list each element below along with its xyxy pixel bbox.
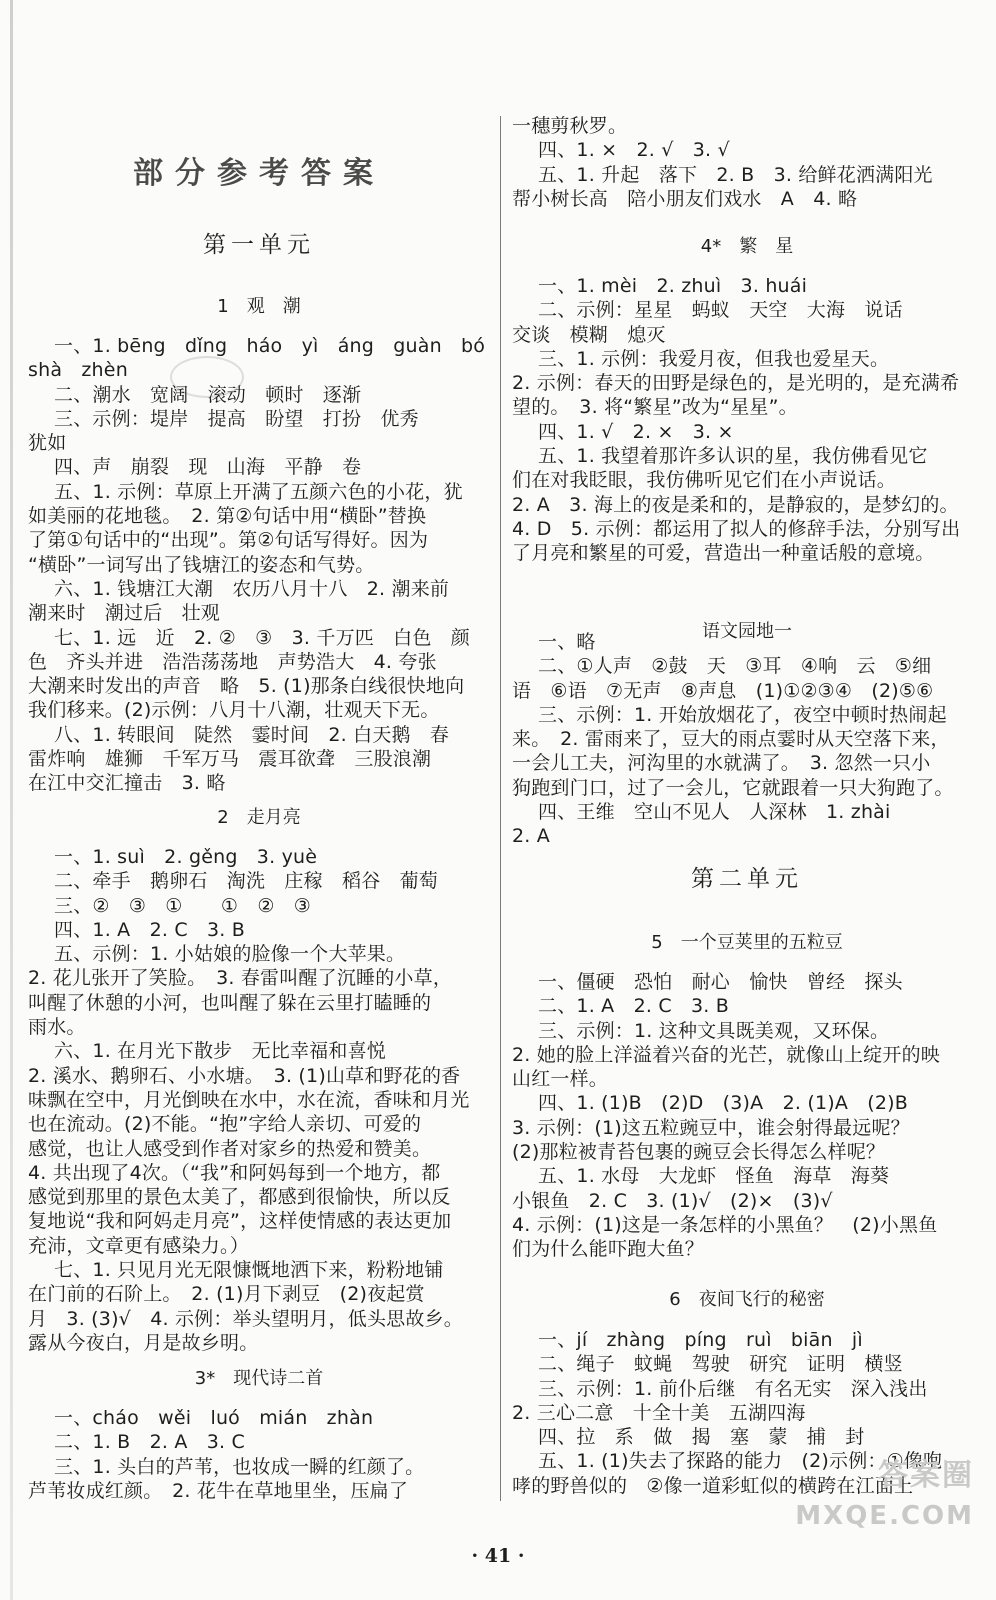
lesson-title-6: 6 夜间飞行的秘密 xyxy=(669,1289,825,1310)
answer-line: 哮的野兽似的 ②像一道彩虹似的横跨在江面上 xyxy=(512,1474,914,1497)
answer-line: 4. D 5. 示例：都运用了拟人的修辞手法，分别写出 xyxy=(512,517,961,540)
answer-line: 们为什么能吓跑大鱼？ xyxy=(512,1238,705,1261)
answer-line: 小银鱼 2. C 3. (1)√ (2)× (3)√ xyxy=(512,1189,833,1212)
answer-line: 4. 示例：(1)这是一条怎样的小黑鱼？ (2)小黑鱼 xyxy=(512,1213,938,1236)
answer-line: 在江中交汇撞击 3. 略 xyxy=(28,772,226,795)
lesson-title-1: 1 观 潮 xyxy=(217,296,301,317)
answer-line: 感觉，也让人感受到作者对家乡的热爱和赞美。 xyxy=(28,1137,432,1160)
answer-line: 五、1. 升起 落下 2. B 3. 给鲜花洒满阳光 xyxy=(538,163,933,186)
page-number: · 41 · xyxy=(471,1545,525,1567)
unit-title-1: 第一单元 xyxy=(203,232,315,258)
watermark-bottom: MXQE.COM xyxy=(795,1501,974,1531)
answer-line: 潮来时 潮过后 壮观 xyxy=(28,602,221,625)
answer-line: 一、僵硬 恐怕 耐心 愉快 曾经 探头 xyxy=(538,971,903,993)
column-divider xyxy=(500,116,501,1501)
answer-line: 雷炸响 雄狮 千军万马 震耳欲聋 三股浪潮 xyxy=(28,748,432,771)
answer-line: 大潮来时发出的声音 略 5. (1)那条白线很快地向 xyxy=(28,675,465,698)
binding-edge xyxy=(10,0,13,1600)
answer-line: 叫醒了休憩的小河，也叫醒了躲在云里打瞌睡的 xyxy=(28,991,432,1014)
answer-line: 四、1. (1)B (2)D (3)A 2. (1)A (2)B xyxy=(538,1092,908,1115)
answer-line: 我们移来。(2)示例：八月十八潮，壮观天下无。 xyxy=(28,699,440,722)
answer-line: 五、1. 示例：草原上开满了五颜六色的小花，犹 xyxy=(54,480,463,503)
lesson-title-3: 3* 现代诗二首 xyxy=(194,1368,324,1389)
answer-line: 2. A 3. 海上的夜是柔和的，是静寂的，是梦幻的。 xyxy=(512,493,959,516)
answer-line: 了第①句话中的“出现”。第②句话写得好。因为 xyxy=(28,529,429,552)
answer-line: 一会儿工夫，河沟里的水就满了。 3. 忽然一只小 xyxy=(512,752,931,775)
answer-line: 七、1. 只见月光无限慷慨地洒下来，粉粉地铺 xyxy=(54,1259,444,1282)
answer-line: 狗跑到门口，过了一会儿，它就跟着一只大狗跑了。 xyxy=(512,776,954,799)
answer-line: 三、示例：1. 前仆后继 有名无实 深入浅出 xyxy=(538,1377,928,1400)
answer-line: 语 ⑥语 ⑦无声 ⑧声息 (1)①②③④ (2)⑤⑥ xyxy=(512,679,934,702)
answer-line: 山红一样。 xyxy=(512,1068,609,1091)
page-title: 部分参考答案 xyxy=(133,156,385,191)
answer-line: 三、示例：1. 这种文具既美观，又环保。 xyxy=(538,1019,890,1042)
answer-line: 二、绳子 蚊蝇 驾驶 研究 证明 横竖 xyxy=(538,1353,903,1376)
answer-line: 月 3. (3)√ 4. 示例：举头望明月，低头思故乡。 xyxy=(28,1307,463,1330)
answer-line: 们在对我眨眼，我仿佛听见它们在小声说话。 xyxy=(512,469,897,492)
answer-line: 八、1. 转眼间 陡然 霎时间 2. 白天鹅 春 xyxy=(54,723,450,746)
answer-line: 二、潮水 宽阔 滚动 顿时 逐渐 xyxy=(54,383,362,406)
answer-line: 三、② ③ ① ① ② ③ xyxy=(54,894,311,917)
answer-line: 三、示例：堤岸 提高 盼望 打扮 优秀 xyxy=(54,407,419,430)
answer-line: 四、王维 空山不见人 人深林 1. zhài xyxy=(538,801,891,824)
answers-lesson-2 xyxy=(28,845,490,1355)
answer-line: 2. 她的脸上洋溢着兴奋的光芒，就像山上绽开的映 xyxy=(512,1043,940,1066)
answers-lesson-5 xyxy=(512,970,982,1262)
answer-line: 四、拉 系 做 揭 塞 蒙 捕 封 xyxy=(538,1426,865,1449)
answer-line: 四、声 崩裂 现 山海 平静 卷 xyxy=(54,456,362,479)
answer-line: 二、牵手 鹅卵石 淘洗 庄稼 稻谷 葡萄 xyxy=(54,870,439,893)
answer-line: 七、1. 远 近 2. ② ③ 3. 千万匹 白色 颜 xyxy=(54,626,470,649)
answer-line: 一、jí zhàng píng ruì biān jì xyxy=(538,1329,863,1351)
answer-line: 三、1. 示例：我爱月夜，但我也爱星天。 xyxy=(538,347,890,370)
answer-line: 六、1. 在月光下散步 无比幸福和喜悦 xyxy=(54,1040,386,1063)
answer-line: 露从今夜白，月是故乡明。 xyxy=(28,1331,259,1354)
answer-line: 3. 示例：(1)这五粒豌豆中，谁会射得最远呢？ xyxy=(512,1116,910,1139)
answer-line: 2. 示例：春天的田野是绿色的，是光明的，是充满希 xyxy=(512,372,960,395)
answer-line: 2. A xyxy=(512,825,550,848)
answer-line: 二、示例：星星 蚂蚁 天空 大海 说话 xyxy=(538,299,903,322)
answer-line: 二、1. B 2. A 3. C xyxy=(54,1431,246,1454)
answer-line: 复地说“我和阿妈走月亮”，这样使情感的表达更加 xyxy=(28,1210,452,1233)
answer-line: 六、1. 钱塘江大潮 农历八月十八 2. 潮来前 xyxy=(54,577,450,600)
answer-line: 2. 溪水、鹅卵石、小水塘。 3. (1)山草和野花的香 xyxy=(28,1064,461,1087)
watermark xyxy=(795,1456,974,1536)
lesson-title-2: 2 走月亮 xyxy=(217,807,301,828)
answer-line: 五、1. (1)失去了探路的能力 (2)示例：①像咆 xyxy=(538,1450,943,1473)
answers-lesson-4 xyxy=(512,274,982,566)
answer-line: 一、1. mèi 2. zhuì 3. huái xyxy=(538,275,808,297)
answers-lesson-1 xyxy=(28,334,490,796)
answer-line: 充沛，文章更有感染力。） xyxy=(28,1234,249,1257)
answer-line: 感觉到那里的景色太美了，都感到很愉快，所以反 xyxy=(28,1186,451,1209)
answer-line: 如美丽的花地毯。 2. 第②句话中用“横卧”替换 xyxy=(28,505,427,528)
answer-line: 雨水。 xyxy=(28,1016,86,1039)
unit-title-2: 第二单元 xyxy=(691,866,803,892)
answer-line: 在门前的石阶上。 2. (1)月下剥豆 (2)夜起赏 xyxy=(28,1283,425,1306)
watermark-top: 答案圈 xyxy=(878,1458,974,1493)
answer-line: 四、1. A 2. C 3. B xyxy=(54,918,246,941)
answer-line: 芦苇妆成红颜。 2. 花牛在草地里坐，压扁了 xyxy=(28,1479,409,1502)
answer-line: (2)那粒被青苔包裹的豌豆会长得怎么样呢？ xyxy=(512,1141,886,1164)
answer-line: 一、cháo wěi luó mián zhàn xyxy=(54,1407,374,1429)
answer-line: 4. 共出现了4次。（“我”和阿妈每到一个地方，都 xyxy=(28,1161,441,1184)
answer-line: 一穗剪秋罗。 xyxy=(512,115,628,137)
answer-line: 五、1. 水母 大龙虾 怪鱼 海草 海葵 xyxy=(538,1165,890,1188)
answers-lesson-3 xyxy=(28,1406,490,1503)
lesson-title-5: 5 一个豆荚里的五粒豆 xyxy=(651,932,843,953)
answer-line: 四、1. × 2. √ 3. √ xyxy=(538,139,730,162)
yuandi-title: 语文园地一 xyxy=(702,621,792,642)
answer-line: 犹如 xyxy=(28,432,67,455)
answer-line: 望的。 3. 将“繁星”改为“星星”。 xyxy=(512,396,798,419)
lesson-title-4: 4* 繁 星 xyxy=(700,236,794,257)
answer-line: 四、1. √ 2. × 3. × xyxy=(538,420,734,443)
answer-line: 味飘在空中，月光倒映在水中，水在流，香味和月光 xyxy=(28,1088,470,1111)
answer-line: 二、①人声 ②鼓 天 ③耳 ④响 云 ⑤细 xyxy=(538,655,932,678)
answer-line: 了月亮和繁星的可爱，营造出一种童话般的意境。 xyxy=(512,542,935,565)
answer-line: 一、1. suì 2. gěng 3. yuè xyxy=(54,846,318,868)
answers-lesson-3-cont xyxy=(512,114,982,211)
answer-line: 2. 花儿张开了笑脸。 3. 春雷叫醒了沉睡的小草， xyxy=(28,967,453,990)
answers-yuandi xyxy=(512,630,982,849)
answer-line: 2. 三心二意 十全十美 五湖四海 xyxy=(512,1401,806,1424)
answer-line: 交谈 模糊 熄灭 xyxy=(512,323,666,346)
answer-line: shà zhèn xyxy=(28,359,128,382)
answer-line: 五、1. 我望着那许多认识的星，我仿佛看见它 xyxy=(538,445,928,468)
answer-line: “横卧”一词写出了钱塘江的姿态和气势。 xyxy=(28,553,375,576)
answer-line: 帮小树长高 陪小朋友们戏水 A 4. 略 xyxy=(512,187,858,210)
answer-line: 色 齐头并进 浩浩荡荡地 声势浩大 4. 夸张 xyxy=(28,650,437,673)
answer-line: 三、示例：1. 开始放烟花了，夜空中顿时热闹起 xyxy=(538,703,947,726)
answer-line: 五、示例：1. 小姑娘的脸像一个大苹果。 xyxy=(54,943,406,966)
answer-line: 也在流动。(2)不能。“抱”字给人亲切、可爱的 xyxy=(28,1113,422,1136)
answer-line: 三、1. 头白的芦苇，也妆成一瞬的红颜了。 xyxy=(54,1455,425,1478)
answer-line: 一、1. bēng dǐng háo yì áng guàn bó xyxy=(54,335,486,357)
answer-line: 一、略 xyxy=(538,631,596,653)
answer-line: 来。 2. 雷雨来了，豆大的雨点霎时从天空落下来， xyxy=(512,728,950,751)
answer-line: 二、1. A 2. C 3. B xyxy=(538,995,730,1018)
